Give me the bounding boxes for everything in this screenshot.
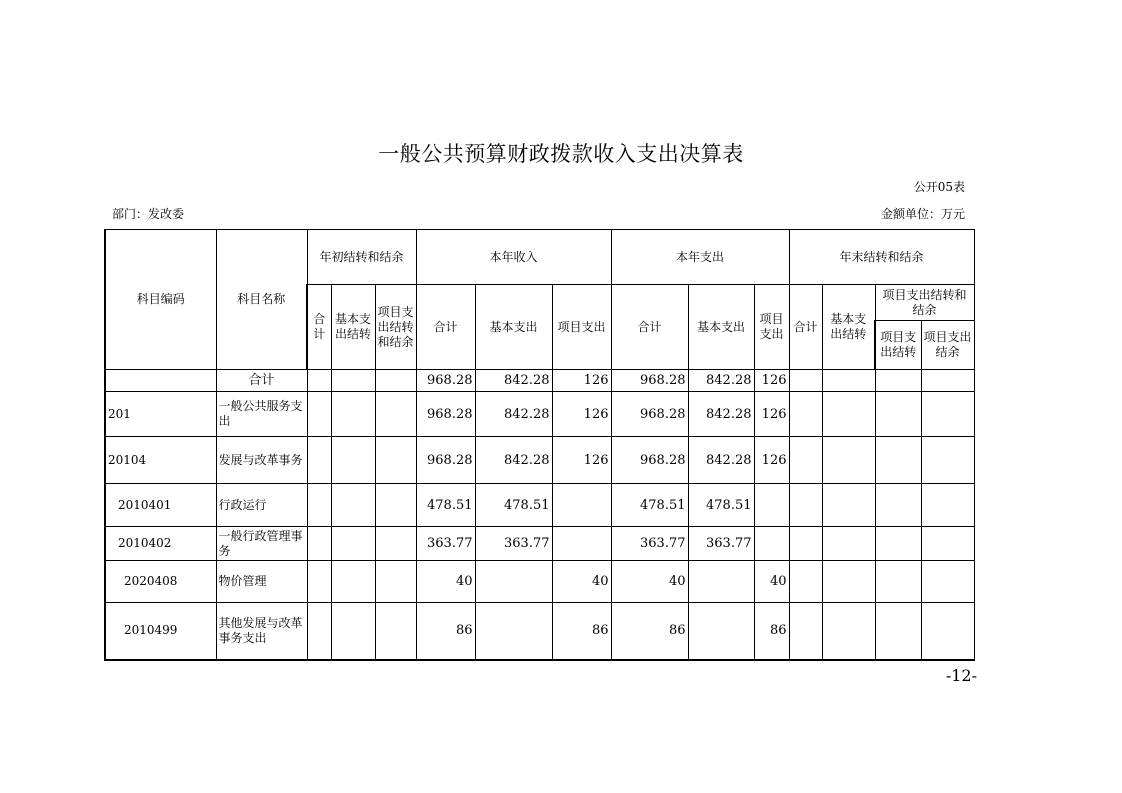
row-name: 物价管理 — [216, 561, 307, 603]
row-expense-project: 86 — [754, 603, 789, 660]
row-expense-total: 363.77 — [611, 527, 688, 561]
row-expense-total: 968.28 — [611, 392, 688, 437]
expense-total-header: 合计 — [611, 285, 688, 370]
row-income-project: 126 — [552, 392, 611, 437]
expense-project-header: 项目支出 — [754, 285, 789, 370]
row-name: 发展与改革事务 — [216, 437, 307, 484]
total-income-total: 968.28 — [416, 370, 475, 392]
row-income-basic: 842.28 — [475, 392, 552, 437]
row-income-project — [552, 527, 611, 561]
row-expense-total: 86 — [611, 603, 688, 660]
row-expense-project: 40 — [754, 561, 789, 603]
amount-unit-label: 金额单位：万元 — [880, 207, 965, 221]
row-name: 其他发展与改革事务支出 — [216, 603, 307, 660]
subject-code-header: 科目编码 — [105, 230, 216, 370]
table-row — [105, 561, 974, 603]
row-income-project — [552, 484, 611, 527]
row-code: 2020408 — [105, 561, 216, 603]
closing-project-balance-header: 项目支出结余 — [921, 321, 974, 370]
closing-basic-header: 基本支出结转 — [822, 285, 875, 370]
row-code: 201 — [105, 392, 216, 437]
row-income-basic: 363.77 — [475, 527, 552, 561]
row-income-project: 40 — [552, 561, 611, 603]
header-row-1 — [105, 230, 974, 285]
row-income-total: 86 — [416, 603, 475, 660]
department-label: 部门：发改委 — [112, 207, 185, 221]
row-expense-basic: 363.77 — [688, 527, 754, 561]
budget-table — [104, 229, 975, 661]
row-expense-project: 126 — [754, 392, 789, 437]
row-code: 20104 — [105, 437, 216, 484]
row-code: 2010402 — [105, 527, 216, 561]
form-number: 公开05表 — [913, 180, 965, 194]
row-expense-project: 126 — [754, 437, 789, 484]
subject-name-header: 科目名称 — [216, 230, 307, 370]
row-income-total: 363.77 — [416, 527, 475, 561]
row-income-total: 40 — [416, 561, 475, 603]
income-project-header: 项目支出 — [552, 285, 611, 370]
row-expense-total: 968.28 — [611, 437, 688, 484]
opening-total-header: 合计 — [307, 285, 331, 370]
row-income-basic: 842.28 — [475, 437, 552, 484]
closing-total-header: 合计 — [789, 285, 822, 370]
row-expense-total: 40 — [611, 561, 688, 603]
row-income-basic — [475, 561, 552, 603]
row-expense-basic — [688, 603, 754, 660]
total-expense-basic: 842.28 — [688, 370, 754, 392]
row-code: 2010401 — [105, 484, 216, 527]
total-expense-project: 126 — [754, 370, 789, 392]
row-expense-basic: 842.28 — [688, 437, 754, 484]
closing-project-carry-header: 项目支出结转 — [875, 321, 921, 370]
income-header: 本年收入 — [416, 230, 611, 285]
table-row — [105, 527, 974, 561]
row-expense-basic: 842.28 — [688, 392, 754, 437]
expense-header: 本年支出 — [611, 230, 789, 285]
total-label: 合计 — [216, 370, 307, 392]
total-income-basic: 842.28 — [475, 370, 552, 392]
expense-basic-header: 基本支出 — [688, 285, 754, 370]
row-income-basic — [475, 603, 552, 660]
row-expense-project — [754, 527, 789, 561]
row-expense-basic — [688, 561, 754, 603]
income-total-header: 合计 — [416, 285, 475, 370]
opening-project-header: 项目支出结转和结余 — [375, 285, 416, 370]
table-row — [105, 603, 974, 660]
row-name: 行政运行 — [216, 484, 307, 527]
row-income-total: 968.28 — [416, 437, 475, 484]
table-row — [105, 437, 974, 484]
table-row — [105, 392, 974, 437]
closing-project-group-header: 项目支出结转和结余 — [875, 285, 974, 321]
opening-balance-header: 年初结转和结余 — [307, 230, 416, 285]
total-income-project: 126 — [552, 370, 611, 392]
income-basic-header: 基本支出 — [475, 285, 552, 370]
page-number: -12- — [945, 666, 977, 685]
row-income-basic: 478.51 — [475, 484, 552, 527]
closing-balance-header: 年末结转和结余 — [789, 230, 974, 285]
row-name: 一般行政管理事务 — [216, 527, 307, 561]
page-title: 一般公共预算财政拨款收入支出决算表 — [378, 142, 744, 166]
row-income-project: 126 — [552, 437, 611, 484]
row-income-project: 86 — [552, 603, 611, 660]
row-expense-project — [754, 484, 789, 527]
total-row — [105, 370, 974, 392]
row-income-total: 478.51 — [416, 484, 475, 527]
row-expense-total: 478.51 — [611, 484, 688, 527]
opening-basic-header: 基本支出结转 — [331, 285, 375, 370]
row-code: 2010499 — [105, 603, 216, 660]
row-name: 一般公共服务支出 — [216, 392, 307, 437]
table-row — [105, 484, 974, 527]
total-expense-total: 968.28 — [611, 370, 688, 392]
row-income-total: 968.28 — [416, 392, 475, 437]
row-expense-basic: 478.51 — [688, 484, 754, 527]
